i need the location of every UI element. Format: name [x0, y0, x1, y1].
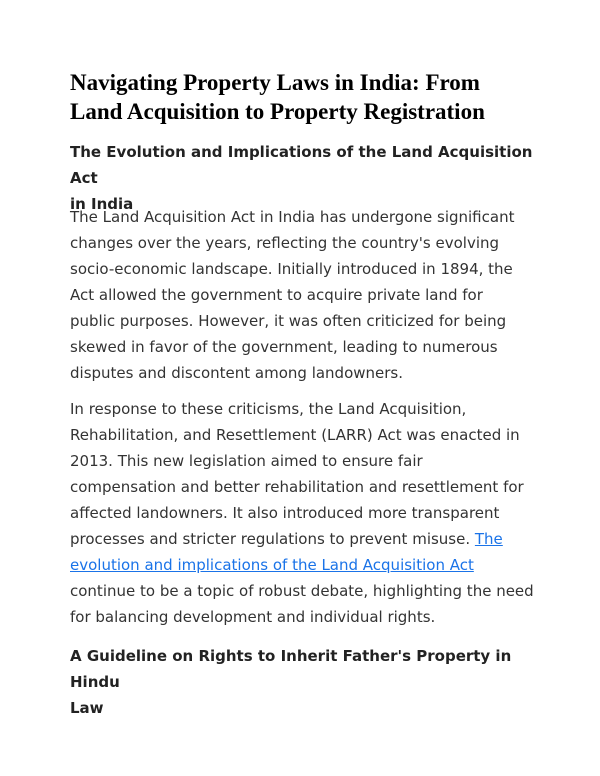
- section-heading-hindu-inheritance: [70, 643, 540, 721]
- paragraph-line: socio-economic landscape. Initially introduced in 1894, the: [70, 260, 513, 278]
- paragraph-line: affected landowners. It also introduced more transparent: [70, 504, 500, 522]
- paragraph-line: skewed in favor of the government, leading to numerous: [70, 338, 498, 356]
- paragraph-text: processes and stricter regulations to prevent misuse.: [70, 530, 475, 548]
- title-line: Navigating Property Laws in India: From: [70, 70, 480, 95]
- paragraph-line-link: [70, 552, 540, 578]
- heading-line: Law: [70, 699, 104, 717]
- paragraph-line: disputes and discontent among landowners.: [70, 364, 404, 382]
- paragraph-line: compensation and better rehabilitation and resettlement for: [70, 478, 524, 496]
- paragraph-line: Act allowed the government to acquire private land for: [70, 286, 483, 304]
- heading-line: The Evolution and Implications of the Land Acquisition Act: [70, 143, 533, 187]
- heading-line: in India: [70, 195, 134, 213]
- paragraph-line-with-link: [70, 526, 540, 552]
- paragraph-line: Rehabilitation, and Resettlement (LARR) Act was enacted in: [70, 426, 520, 444]
- paragraph-larr-act: [70, 396, 540, 630]
- land-acquisition-act-link[interactable]: The: [474, 530, 503, 548]
- heading-line: A Guideline on Rights to Inherit Father's Property in Hindu: [70, 647, 512, 691]
- title-line: Land Acquisition to Property Registration: [70, 99, 485, 124]
- land-acquisition-act-link-continued[interactable]: evolution and implications of the Land Acquisition Act: [70, 556, 474, 574]
- paragraph-line: public purposes. However, it was often criticized for being: [70, 312, 507, 330]
- paragraph-line: changes over the years, reflecting the country's evolving: [70, 234, 500, 252]
- paragraph-line: continue to be a topic of robust debate, highlighting the need: [70, 582, 534, 600]
- document-title: [70, 68, 540, 126]
- paragraph-line: 2013. This new legislation aimed to ensure fair: [70, 452, 423, 470]
- paragraph-history: [70, 204, 540, 386]
- paragraph-line: The Land Acquisition Act in India has undergone significant: [70, 208, 515, 226]
- paragraph-line: for balancing development and individual rights.: [70, 608, 436, 626]
- paragraph-line: In response to these criticisms, the Land Acquisition,: [70, 400, 467, 418]
